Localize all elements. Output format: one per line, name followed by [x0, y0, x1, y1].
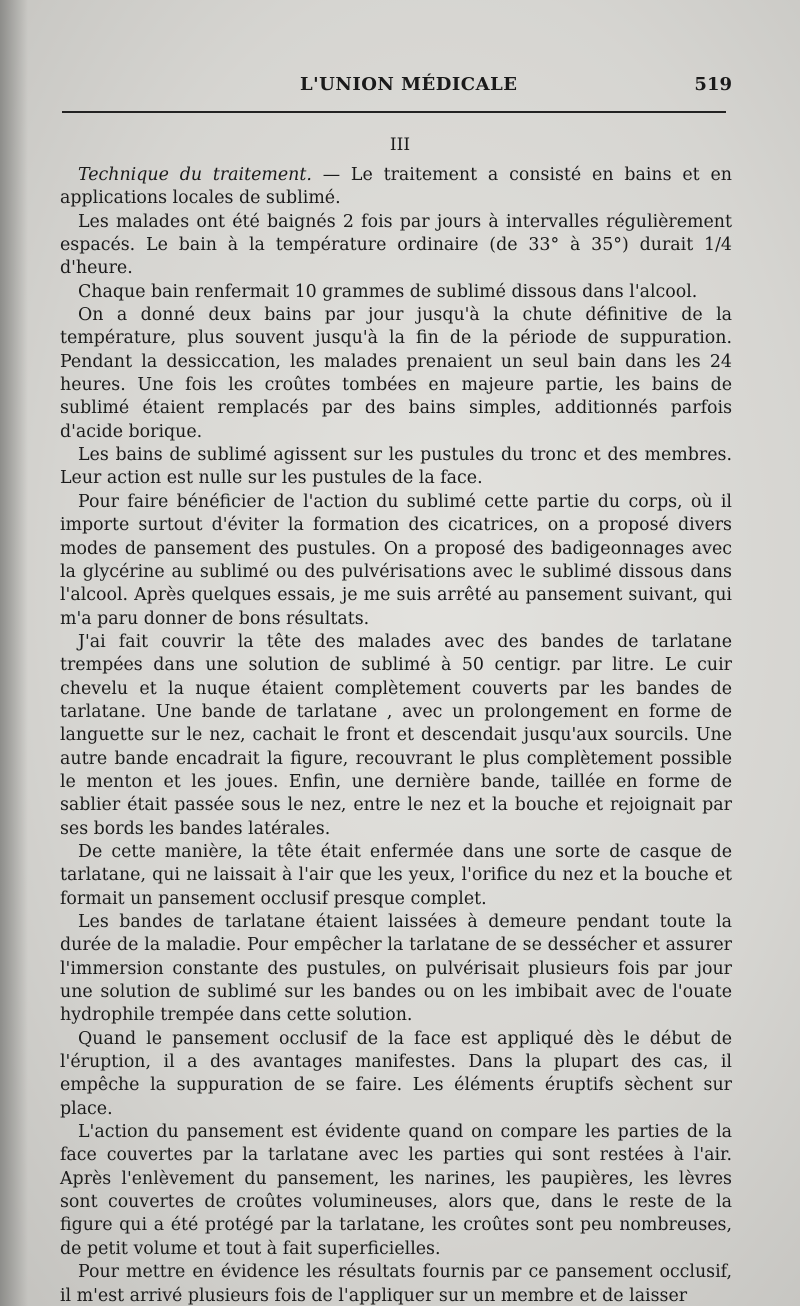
- section-number: III: [389, 135, 411, 155]
- paragraph: Les malades ont été baignés 2 fois par jours à intervalles régulièrement espacés. Le bain à la température ordinaire (de 33° à 35°) durait 1/4 d'heure.: [60, 211, 732, 279]
- paragraph: De cette manière, la tête était enfermée dans une sorte de casque de tarlatane, qui ne laissait à l'air que les yeux, l'orifice du nez et la bouche et formait un pansement occlusif presque complet.: [60, 841, 732, 909]
- paragraph: J'ai fait couvrir la tête des malades avec des bandes de tarlatane trempées dans une solution de sublimé à 50 centigr. par litre. Le cuir chevelu et la nuque étaient complètement couverts par les bandes de tarlatane. Une bande de tarlatane , avec un prolongement en forme de languette sur le nez, cachait le front et descendait jusqu'aux sourcils. Une autre bande encadrait la figure, recouvrant le plus complètement possible le menton et les joues. Enfin, une dernière bande, taillée en forme de sablier était passée sous le nez, entre le nez et la bouche et rejoignait par ses bords les bandes latérales.: [60, 631, 732, 839]
- paragraph-heading: Technique du traitement.: [78, 165, 312, 185]
- body-text: [60, 164, 732, 1306]
- paragraph: Chaque bain renfermait 10 grammes de sublimé dissous dans l'alcool.: [78, 281, 698, 302]
- header-rule: [62, 111, 726, 113]
- paragraph: Les bandes de tarlatane étaient laissées à demeure pendant toute la durée de la maladie. Pour empêcher la tarlatane de se dessécher et assurer l'immersion constante des pustules, on pulvérisait plusieurs fois par jour une solution de sublimé sur les bandes ou on les imbibait avec de l'ouate hydrophile trempée dans cette solution.: [60, 912, 732, 1026]
- paragraph: Pour faire bénéficier de l'action du sublimé cette partie du corps, où il importe surtout d'éviter la formation des cicatrices, on a proposé divers modes de pansement des pustules. On a proposé des badigeonnages avec la glycérine au sublimé ou des pulvérisations avec le sublimé dissous dans l'alcool. Après quelques essais, je me suis arrêté au pansement suivant, qui m'a paru donner de bons résultats.: [60, 491, 732, 629]
- page-number: 519: [694, 74, 732, 95]
- paragraph: [60, 164, 732, 211]
- binding-shadow: [0, 0, 28, 1306]
- paragraph: L'action du pansement est évidente quand on compare les parties de la face couvertes par la tarlatane avec les parties qui sont restées à l'air. Après l'enlèvement du pansement, les narines, les paupières, les lèvres sont couvertes de croûtes volumineuses, alors que, dans le reste de la figure qui a été protégé par la tarlatane, les croûtes sont peu nombreuses, de petit volume et tout à fait superficielles.: [60, 1122, 732, 1259]
- paragraph-text: — Le traitement a consisté en bains et en applications locales de sublimé.: [60, 165, 732, 209]
- paragraph: Les bains de sublimé agissent sur les pustules du tronc et des membres. Leur action est nulle sur les pustules de la face.: [60, 445, 732, 489]
- paragraph: Pour mettre en évidence les résultats fournis par ce pansement occlusif, il m'est arrivé plusieurs fois de l'appliquer sur un membre et de laisser: [60, 1262, 732, 1306]
- page-header: [60, 74, 732, 104]
- paragraph: Quand le pansement occlusif de la face est appliqué dès le début de l'éruption, il a des avantages manifestes. Dans la plupart des cas, il empêche la suppuration de se faire. Les éléments éruptifs sèchent sur place.: [60, 1028, 732, 1119]
- running-title: L'UNION MÉDICALE: [300, 74, 518, 95]
- paragraph: On a donné deux bains par jour jusqu'à la chute définitive de la température, plus souvent jusqu'à la fin de la période de suppuration. Pendant la dessiccation, les malades prenaient un seul bain dans les 24 heures. Une fois les croûtes tombées en majeure partie, les bains de sublimé étaient remplacés par des bains simples, additionnés parfois d'acide borique.: [60, 305, 732, 442]
